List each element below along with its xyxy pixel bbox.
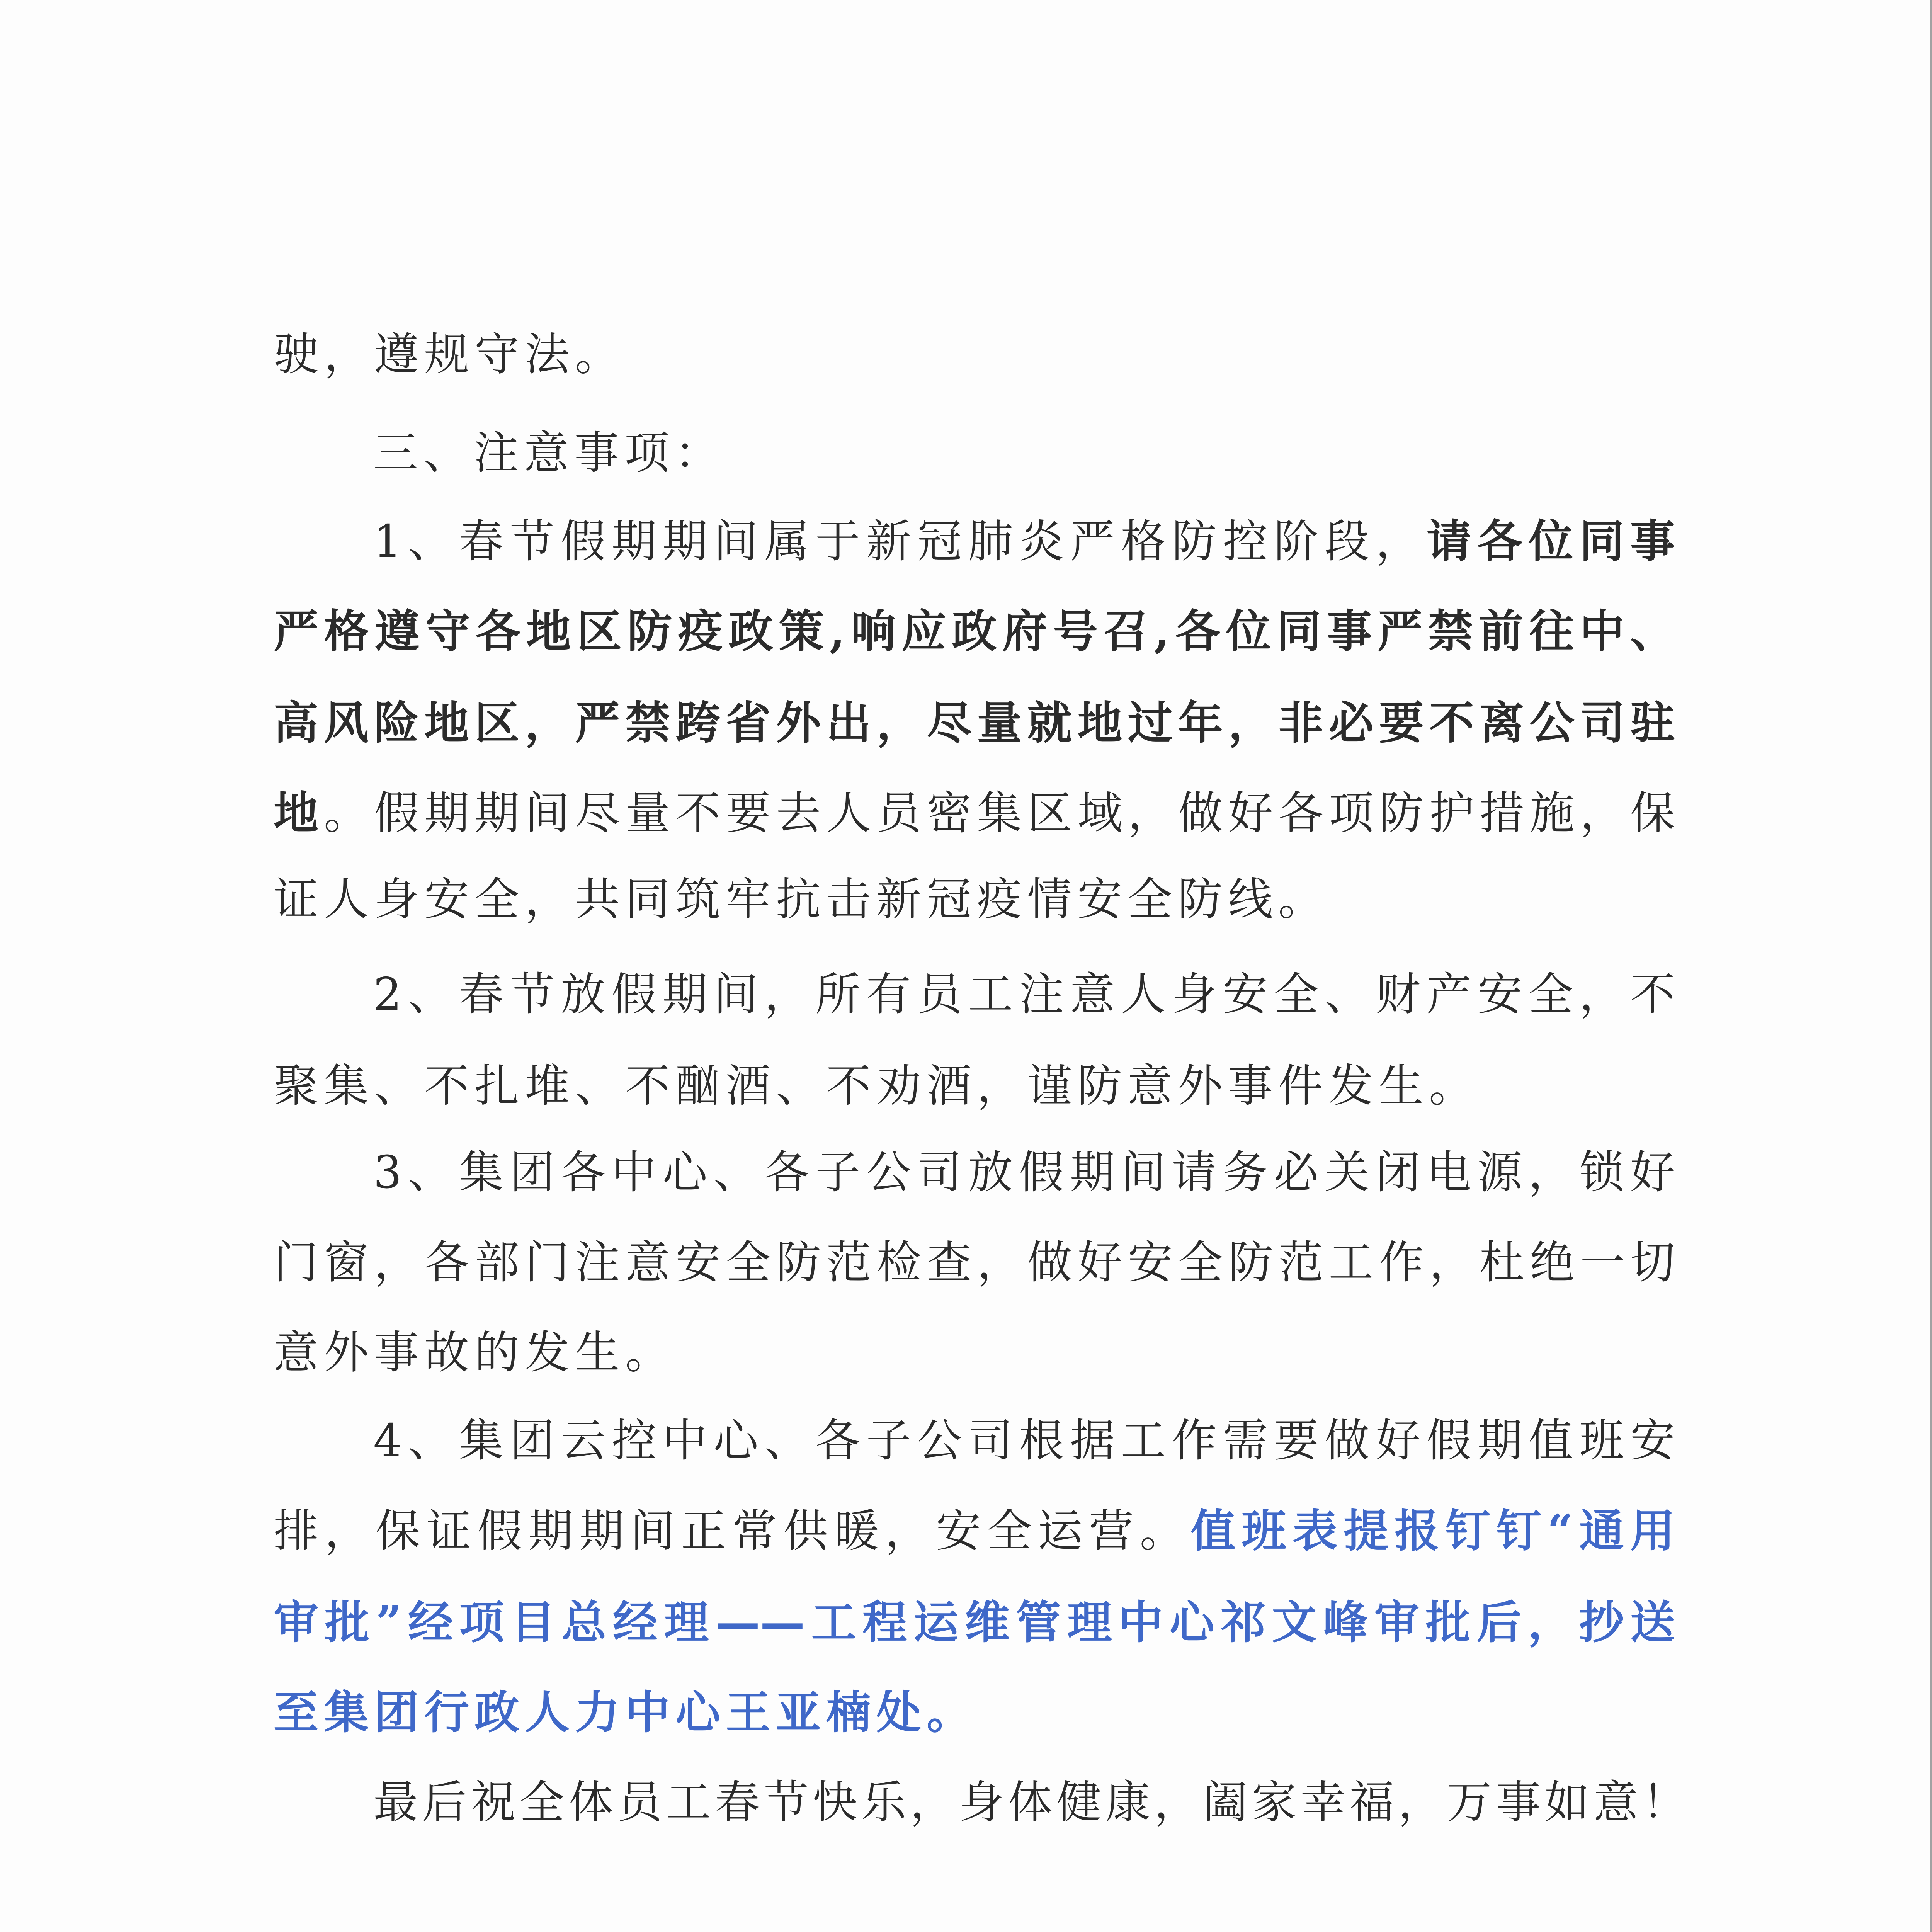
closing-wishes <box>373 1776 1687 1828</box>
item-4-line-3 <box>274 1596 1675 1649</box>
text-segment: 意外事故的发生。 <box>274 1327 675 1379</box>
item-4-line-1 <box>373 1415 1675 1467</box>
text-segment: 门窗，各部门注意安全防范检查，做好安全防范工作，杜绝一切 <box>274 1236 1675 1289</box>
bold-text-segment: 地 <box>274 787 324 839</box>
section-heading-text: 三、注意事项： <box>373 427 725 479</box>
bold-text-segment: 高风险地区，严禁跨省外出，尽量就地过年，非必要不离公司驻 <box>274 697 1675 749</box>
text-segment: 。假期期间尽量不要去人员密集区域，做好各项防护措施，保 <box>324 787 1675 839</box>
text-segment: 4、集团云控中心、各子公司根据工作需要做好假期值班安 <box>373 1415 1675 1467</box>
item-1-line-3 <box>274 697 1675 749</box>
text-segment: 1、春节假期期间属于新冠肺炎严格防控阶段， <box>373 515 1427 568</box>
text-segment: 排，保证假期期间正常供暖，安全运营。 <box>274 1505 1191 1557</box>
item-1-line-2 <box>274 605 1675 658</box>
bold-text-segment: 严格遵守各地区防疫政策,响应政府号召,各位同事严禁前往中、 <box>274 605 1675 658</box>
text-segment: 2、春节放假期间，所有员工注意人身安全、财产安全，不 <box>373 968 1675 1020</box>
item-1-line-5 <box>274 873 1328 925</box>
text-segment: 最后祝全体员工春节快乐，身体健康，阖家幸福，万事如意！ <box>373 1776 1687 1828</box>
item-3-line-2 <box>274 1236 1675 1289</box>
text-segment: 3、集团各中心、各子公司放假期间请务必关闭电源，锁好 <box>373 1146 1675 1199</box>
scan-border <box>1930 0 1932 1932</box>
bold-text-segment: 请各位同事 <box>1426 515 1675 568</box>
highlighted-text-segment: 审批”经项目总经理——工程运维管理中心祁文峰审批后，抄送 <box>274 1596 1675 1649</box>
item-1-line-1 <box>373 515 1675 568</box>
item-4-line-2 <box>274 1505 1675 1557</box>
item-4-line-4 <box>274 1686 977 1739</box>
item-2-line-2 <box>274 1060 1479 1112</box>
section-heading <box>373 427 725 479</box>
item-3-line-3 <box>274 1327 675 1379</box>
text-segment: 驶，遵规守法。 <box>274 328 625 381</box>
highlighted-text-segment: 至集团行政人力中心王亚楠处。 <box>274 1686 977 1739</box>
item-3-line-1 <box>373 1146 1675 1199</box>
item-1-line-4 <box>274 787 1675 839</box>
text-line <box>274 328 625 381</box>
text-segment: 证人身安全，共同筑牢抗击新冠疫情安全防线。 <box>274 873 1328 925</box>
text-segment: 聚集、不扎堆、不酗酒、不劝酒，谨防意外事件发生。 <box>274 1060 1479 1112</box>
item-2-line-1 <box>373 968 1675 1020</box>
highlighted-text-segment: 值班表提报钉钉“通用 <box>1190 1505 1675 1557</box>
